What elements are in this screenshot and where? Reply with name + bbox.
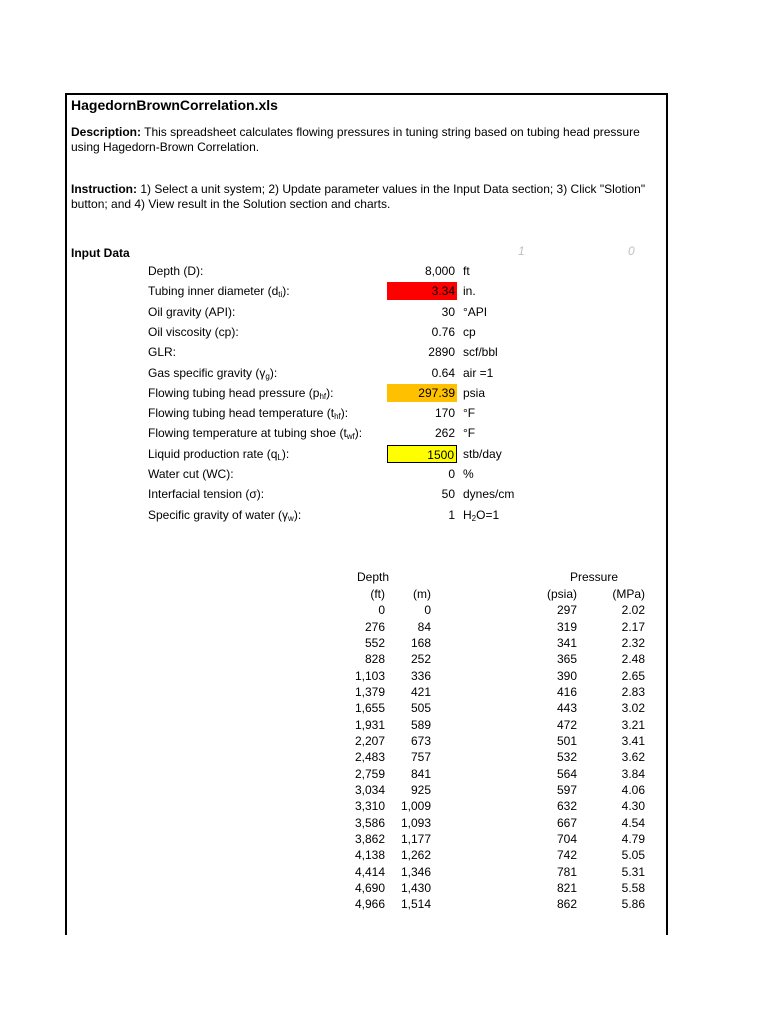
table-cell: 564 bbox=[556, 766, 577, 781]
table-cell: 2.83 bbox=[621, 684, 645, 699]
param-unit: dynes/cm bbox=[463, 487, 515, 502]
table-cell: 2,759 bbox=[354, 766, 385, 781]
description-label: Description: bbox=[71, 125, 142, 139]
param-value-cell[interactable]: 3.34 bbox=[387, 282, 457, 300]
table-cell: 3.21 bbox=[621, 717, 645, 732]
table-cell: 1,009 bbox=[400, 799, 431, 814]
param-unit: cp bbox=[463, 324, 476, 339]
param-row bbox=[67, 323, 662, 341]
param-row bbox=[67, 445, 662, 463]
param-unit: psia bbox=[463, 385, 486, 400]
param-label-text: Interfacial tension (σ): bbox=[148, 487, 265, 502]
table-cell: 667 bbox=[556, 815, 577, 830]
table-cell: 1,103 bbox=[354, 668, 385, 683]
table-cell: 742 bbox=[556, 848, 577, 863]
param-row bbox=[67, 424, 662, 442]
param-label-text: Depth (D): bbox=[148, 264, 204, 278]
table-cell: 2.17 bbox=[621, 619, 645, 634]
table-cell: 757 bbox=[410, 750, 431, 765]
table-cell: 472 bbox=[556, 717, 577, 732]
param-unit: ft bbox=[463, 264, 470, 278]
param-row bbox=[67, 364, 662, 382]
param-value-cell: 30 bbox=[441, 304, 455, 319]
table-cell: 3.62 bbox=[621, 750, 645, 765]
instruction-label: Instruction: bbox=[71, 182, 137, 196]
pressure-header: Pressure bbox=[570, 570, 619, 584]
param-label-subscript: hf bbox=[334, 412, 341, 422]
table-cell: 341 bbox=[556, 635, 577, 650]
table-cell: 589 bbox=[410, 717, 431, 732]
param-label-suffix: ): bbox=[282, 284, 290, 299]
table-cell: 597 bbox=[556, 782, 577, 797]
table-column-header: (psia) bbox=[546, 587, 577, 601]
param-label-text: Water cut (WC): bbox=[148, 467, 234, 481]
param-unit: °F bbox=[463, 406, 476, 421]
param-unit: stb/day bbox=[463, 446, 502, 461]
table-cell: 5.05 bbox=[621, 848, 645, 863]
table-cell: 4.30 bbox=[621, 799, 645, 814]
table-cell: 501 bbox=[556, 733, 577, 748]
param-unit: air =1 bbox=[463, 365, 494, 380]
description-text: This spreadsheet calculates flowing pressures in tuning string based on tubing head pressure using Hagedorn-Brown Correlation. bbox=[71, 125, 640, 154]
param-label-text: Gas specific gravity (γ bbox=[148, 365, 266, 380]
param-label-suffix: ): bbox=[326, 385, 334, 400]
table-cell: 1,931 bbox=[354, 717, 385, 732]
param-label-text: Flowing tubing head temperature (t bbox=[148, 406, 335, 421]
param-row bbox=[67, 465, 662, 483]
table-cell: 5.86 bbox=[621, 897, 645, 912]
param-unit: $H_2O=1$ bbox=[463, 507, 500, 523]
table-cell: 3.84 bbox=[621, 766, 645, 781]
table-cell: 3,586 bbox=[354, 815, 385, 830]
param-value-cell: 0.64 bbox=[431, 365, 455, 380]
table-cell: 4,966 bbox=[354, 897, 385, 912]
param-row bbox=[67, 303, 662, 321]
table-cell: 4.79 bbox=[621, 831, 645, 846]
param-row bbox=[67, 404, 662, 422]
param-label-subscript: hf bbox=[319, 391, 327, 401]
param-label bbox=[148, 424, 362, 446]
table-cell: 390 bbox=[556, 668, 577, 683]
table-cell: 841 bbox=[410, 766, 431, 781]
param-label-subscript: wf bbox=[346, 432, 355, 442]
param-label-text: Liquid production rate (q bbox=[148, 446, 278, 461]
param-value-cell: 1 bbox=[448, 507, 455, 522]
table-cell: 5.58 bbox=[621, 880, 645, 895]
param-value-cell: 0.76 bbox=[431, 324, 455, 339]
table-cell: 1,093 bbox=[400, 815, 431, 830]
param-value-cell: 262 bbox=[434, 426, 455, 441]
param-unit: °API bbox=[463, 304, 488, 319]
param-value-cell[interactable]: 1500 bbox=[387, 445, 457, 463]
table-cell: 552 bbox=[364, 635, 385, 650]
table-cell: 365 bbox=[556, 652, 577, 667]
param-label-text: Oil viscosity (cp): bbox=[148, 324, 239, 339]
param-label bbox=[148, 303, 235, 321]
param-label-text: Flowing temperature at tubing shoe (t bbox=[148, 426, 347, 441]
table-cell: 3.02 bbox=[621, 701, 645, 716]
param-label bbox=[148, 404, 348, 426]
table-cell: 0 bbox=[424, 603, 431, 618]
table-cell: 2.65 bbox=[621, 668, 645, 683]
spreadsheet-page bbox=[65, 93, 668, 935]
table-cell: 0 bbox=[378, 603, 385, 618]
param-row bbox=[67, 485, 662, 503]
param-unit: in. bbox=[463, 284, 476, 299]
table-cell: 1,177 bbox=[400, 831, 431, 846]
param-row bbox=[67, 343, 662, 361]
param-label bbox=[148, 465, 234, 483]
param-label bbox=[148, 445, 289, 467]
table-cell: 1,514 bbox=[400, 897, 431, 912]
param-unit: % bbox=[463, 467, 474, 481]
input-data-heading: Input Data bbox=[71, 246, 130, 260]
sheet-title: HagedornBrownCorrelation.xls bbox=[71, 97, 278, 113]
param-label bbox=[148, 262, 203, 280]
param-label-text: Tubing inner diameter (d bbox=[148, 284, 279, 299]
param-label-suffix: ): bbox=[281, 446, 290, 461]
param-row bbox=[67, 282, 662, 300]
table-cell: 1,430 bbox=[400, 880, 431, 895]
param-value-cell: 2890 bbox=[428, 345, 455, 360]
param-label bbox=[148, 323, 239, 341]
unit-flag-1: 1 bbox=[518, 244, 525, 258]
table-cell: 4.54 bbox=[621, 815, 645, 830]
table-cell: 336 bbox=[410, 668, 431, 683]
instruction-paragraph bbox=[71, 182, 661, 212]
param-unit: scf/bbl bbox=[463, 345, 498, 360]
param-label bbox=[148, 506, 301, 528]
table-cell: 4.06 bbox=[621, 782, 645, 797]
table-cell: 319 bbox=[556, 619, 577, 634]
table-column-header: (ft) bbox=[370, 587, 385, 601]
table-cell: 3,310 bbox=[354, 799, 385, 814]
param-label bbox=[148, 282, 290, 304]
table-cell: 297 bbox=[556, 603, 577, 618]
param-label-text: Specific gravity of water (γ bbox=[148, 507, 289, 522]
table-cell: 925 bbox=[410, 782, 431, 797]
param-value-cell: 0 bbox=[448, 467, 455, 481]
param-label-suffix: ): bbox=[269, 365, 278, 380]
table-cell: 704 bbox=[556, 831, 577, 846]
table-cell: 276 bbox=[364, 619, 385, 634]
param-label bbox=[148, 485, 264, 503]
param-unit: °F bbox=[463, 426, 476, 441]
table-cell: 2.32 bbox=[621, 635, 645, 650]
table-cell: 84 bbox=[417, 619, 431, 634]
param-label-text: Flowing tubing head pressure (p bbox=[148, 385, 320, 400]
param-value-cell: 8,000 bbox=[424, 264, 455, 278]
table-cell: 416 bbox=[556, 684, 577, 699]
param-label-text: Oil gravity (API): bbox=[148, 304, 236, 319]
table-cell: 2,483 bbox=[354, 750, 385, 765]
table-cell: 828 bbox=[364, 652, 385, 667]
table-cell: 505 bbox=[410, 701, 431, 716]
table-cell: 168 bbox=[410, 635, 431, 650]
table-cell: 443 bbox=[556, 701, 577, 716]
param-label-subscript: g bbox=[265, 371, 270, 381]
depth-header: Depth bbox=[357, 570, 390, 584]
table-cell: 2.48 bbox=[621, 652, 645, 667]
param-row bbox=[67, 506, 662, 524]
description-paragraph bbox=[71, 125, 661, 155]
table-cell: 781 bbox=[556, 864, 577, 879]
table-column-header: (MPa) bbox=[612, 587, 645, 601]
param-label bbox=[148, 384, 333, 406]
param-label bbox=[148, 343, 176, 361]
table-cell: 632 bbox=[556, 799, 577, 814]
table-cell: 421 bbox=[410, 684, 431, 699]
table-cell: 252 bbox=[410, 652, 431, 667]
table-cell: 1,346 bbox=[400, 864, 431, 879]
param-value-cell[interactable]: 297.39 bbox=[387, 384, 457, 402]
param-value-cell: 50 bbox=[441, 487, 455, 502]
table-cell: 821 bbox=[556, 880, 577, 895]
table-cell: 5.31 bbox=[621, 864, 645, 879]
table-cell: 3,034 bbox=[354, 782, 385, 797]
table-cell: 2.02 bbox=[621, 603, 645, 618]
table-cell: 532 bbox=[556, 750, 577, 765]
instruction-text: 1) Select a unit system; 2) Update parameter values in the Input Data section; 3) Click "Slotion" button; and 4) View result in the Solution section and charts. bbox=[71, 182, 646, 211]
param-label-suffix: ): bbox=[293, 507, 302, 522]
param-value-cell: 170 bbox=[434, 406, 455, 421]
table-cell: 2,207 bbox=[354, 733, 385, 748]
table-cell: 862 bbox=[556, 897, 577, 912]
param-label-suffix: ): bbox=[354, 426, 363, 441]
table-cell: 4,138 bbox=[354, 848, 385, 863]
table-cell: 673 bbox=[410, 733, 431, 748]
param-label-subscript: L bbox=[277, 452, 282, 462]
param-row bbox=[67, 384, 662, 402]
table-column-header: (m) bbox=[413, 587, 431, 601]
param-label bbox=[148, 364, 277, 386]
unit-flag-2: 0 bbox=[628, 244, 635, 258]
param-label-subscript: ti bbox=[278, 290, 283, 300]
table-cell: 4,414 bbox=[354, 864, 385, 879]
table-cell: 1,262 bbox=[400, 848, 431, 863]
table-cell: 3.41 bbox=[621, 733, 645, 748]
table-cell: 3,862 bbox=[354, 831, 385, 846]
table-cell: 1,655 bbox=[354, 701, 385, 716]
param-row bbox=[67, 262, 662, 280]
param-label-suffix: ): bbox=[340, 406, 349, 421]
param-label-text: GLR: bbox=[148, 345, 177, 360]
table-cell: 1,379 bbox=[354, 684, 385, 699]
param-label-subscript: w bbox=[288, 513, 294, 523]
table-cell: 4,690 bbox=[354, 880, 385, 895]
